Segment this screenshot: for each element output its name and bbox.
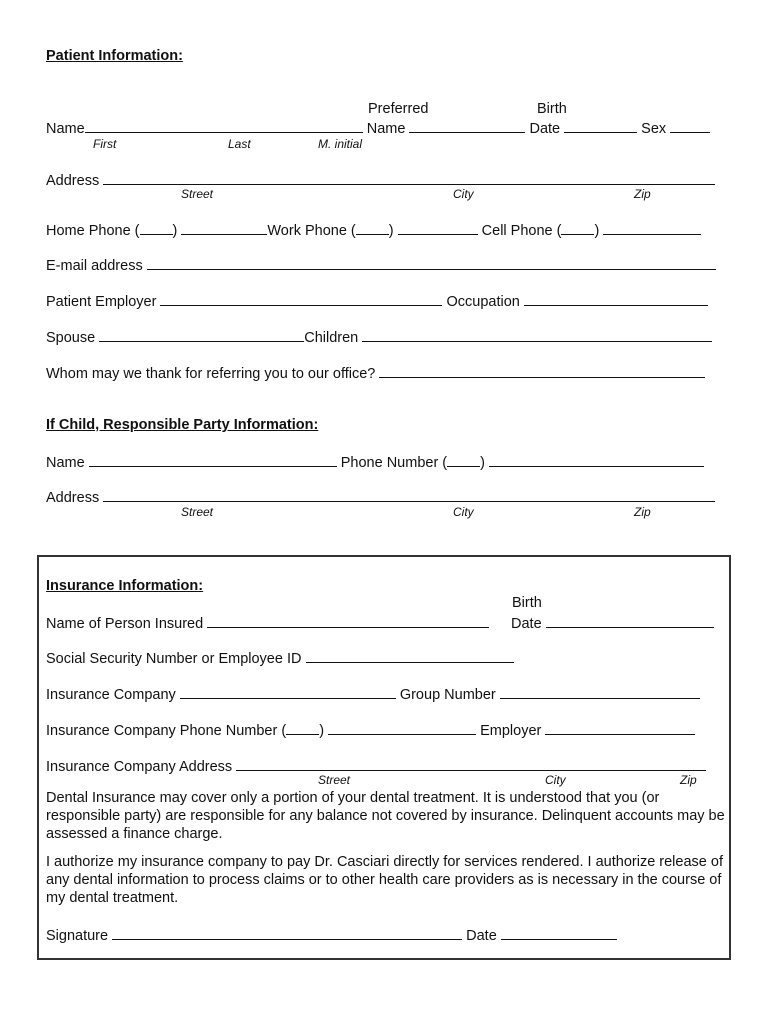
- home-phone-field[interactable]: [181, 220, 267, 235]
- birth-date-label: Date: [529, 121, 561, 137]
- signature-date-label: Date: [466, 928, 497, 944]
- insurance-heading: Insurance Information:: [46, 578, 204, 594]
- spouse-row: [46, 327, 712, 347]
- insured-label: Name of Person Insured: [46, 616, 204, 632]
- sub-zip: Zip: [634, 505, 651, 519]
- email-field[interactable]: [147, 255, 716, 270]
- sub-city: City: [545, 773, 566, 787]
- insured-date-field[interactable]: [546, 613, 714, 628]
- company-field[interactable]: [180, 684, 396, 699]
- cell-area-field[interactable]: [561, 220, 594, 235]
- responsible-name-field[interactable]: [89, 452, 337, 467]
- company-label: Insurance Company: [46, 687, 176, 703]
- name-row: [46, 118, 710, 138]
- insured-field[interactable]: [207, 613, 489, 628]
- occupation-field[interactable]: [524, 291, 708, 306]
- patient-info-heading: Patient Information:: [46, 48, 183, 64]
- paren: ): [594, 223, 600, 239]
- cell-phone-label: Cell Phone (: [481, 223, 562, 239]
- responsible-address-label: Address: [46, 490, 100, 506]
- paren: ): [172, 223, 178, 239]
- sub-last: Last: [228, 137, 251, 151]
- employer-label: Patient Employer: [46, 294, 157, 310]
- employer-row: [46, 291, 708, 311]
- preferred-name-label: Name: [366, 121, 406, 137]
- company-address-row: [46, 756, 706, 776]
- email-row: [46, 255, 716, 275]
- children-label: Children: [304, 330, 359, 346]
- address-label: Address: [46, 173, 100, 189]
- referral-row: [46, 363, 705, 383]
- ssn-field[interactable]: [306, 648, 514, 663]
- responsible-address-field[interactable]: [103, 487, 715, 502]
- responsible-heading: If Child, Responsible Party Information:: [46, 417, 319, 433]
- signature-row: [46, 925, 617, 945]
- company-phone-field[interactable]: [328, 720, 476, 735]
- birth-label: Birth: [537, 101, 567, 117]
- insurance-disclaimer: Dental Insurance may cover only a portion of your dental treatment. It is understood that you (or responsible party) are responsible for any balance not covered by insurance. Delinquent accounts may be assessed a finance charge.: [46, 790, 725, 842]
- sex-label: Sex: [641, 121, 667, 137]
- group-field[interactable]: [500, 684, 700, 699]
- name-field[interactable]: [85, 118, 363, 133]
- insured-date-row: [511, 613, 714, 633]
- paren: ): [388, 223, 394, 239]
- responsible-address-row: [46, 487, 715, 507]
- company-area-field[interactable]: [286, 720, 319, 735]
- company-address-label: Insurance Company Address: [46, 759, 233, 775]
- company-address-field[interactable]: [236, 756, 706, 771]
- referral-field[interactable]: [379, 363, 705, 378]
- work-area-field[interactable]: [356, 220, 389, 235]
- sub-zip: Zip: [680, 773, 697, 787]
- children-field[interactable]: [362, 327, 712, 342]
- sub-street: Street: [181, 187, 214, 201]
- cell-phone-field[interactable]: [603, 220, 701, 235]
- responsible-area-field[interactable]: [447, 452, 480, 467]
- address-row: [46, 170, 715, 190]
- spouse-label: Spouse: [46, 330, 96, 346]
- responsible-name-row: [46, 452, 704, 472]
- home-area-field[interactable]: [140, 220, 173, 235]
- birth-date-field[interactable]: [564, 118, 637, 133]
- company-row: [46, 684, 700, 704]
- insurance-authorization: I authorize my insurance company to pay Dr. Casciari directly for services rendered. I authorize release of any dental information to process claims or to other health care providers as is necessary in the course of my dental treatment.: [46, 854, 723, 906]
- signature-date-field[interactable]: [501, 925, 617, 940]
- paren: ): [480, 455, 485, 471]
- occupation-label: Occupation: [446, 294, 520, 310]
- insurance-employer-label: Employer: [480, 723, 542, 739]
- responsible-phone-field[interactable]: [489, 452, 704, 467]
- company-phone-row: [46, 720, 695, 740]
- spouse-field[interactable]: [99, 327, 304, 342]
- work-phone-label: Work Phone (: [267, 223, 356, 239]
- phone-row: [46, 220, 701, 240]
- sub-minitial: M. initial: [318, 137, 363, 151]
- sub-street: Street: [318, 773, 351, 787]
- preferred-name-field[interactable]: [409, 118, 525, 133]
- sex-field[interactable]: [670, 118, 710, 133]
- responsible-phone-label: Phone Number (: [340, 455, 448, 471]
- sub-street: Street: [181, 505, 214, 519]
- company-phone-label: Insurance Company Phone Number (: [46, 723, 287, 739]
- insured-date-label: Date: [511, 616, 542, 632]
- group-label: Group Number: [399, 687, 496, 703]
- address-field[interactable]: [103, 170, 715, 185]
- ssn-label: Social Security Number or Employee ID: [46, 651, 302, 667]
- employer-field[interactable]: [160, 291, 442, 306]
- referral-label: Whom may we thank for referring you to our office?: [46, 366, 376, 382]
- ssn-row: [46, 648, 514, 668]
- insurance-employer-field[interactable]: [545, 720, 695, 735]
- signature-field[interactable]: [112, 925, 462, 940]
- work-phone-field[interactable]: [398, 220, 478, 235]
- email-label: E-mail address: [46, 258, 143, 274]
- responsible-name-label: Name: [46, 455, 85, 471]
- sub-city: City: [453, 505, 474, 519]
- home-phone-label: Home Phone (: [46, 223, 140, 239]
- sub-city: City: [453, 187, 474, 201]
- paren: ): [319, 723, 325, 739]
- name-label: Name: [46, 121, 85, 137]
- sub-first: First: [93, 137, 117, 151]
- insured-row: [46, 613, 489, 633]
- signature-label: Signature: [46, 928, 109, 944]
- sub-zip: Zip: [634, 187, 651, 201]
- insurance-birth-label: Birth: [512, 595, 542, 611]
- preferred-label: Preferred: [368, 101, 429, 117]
